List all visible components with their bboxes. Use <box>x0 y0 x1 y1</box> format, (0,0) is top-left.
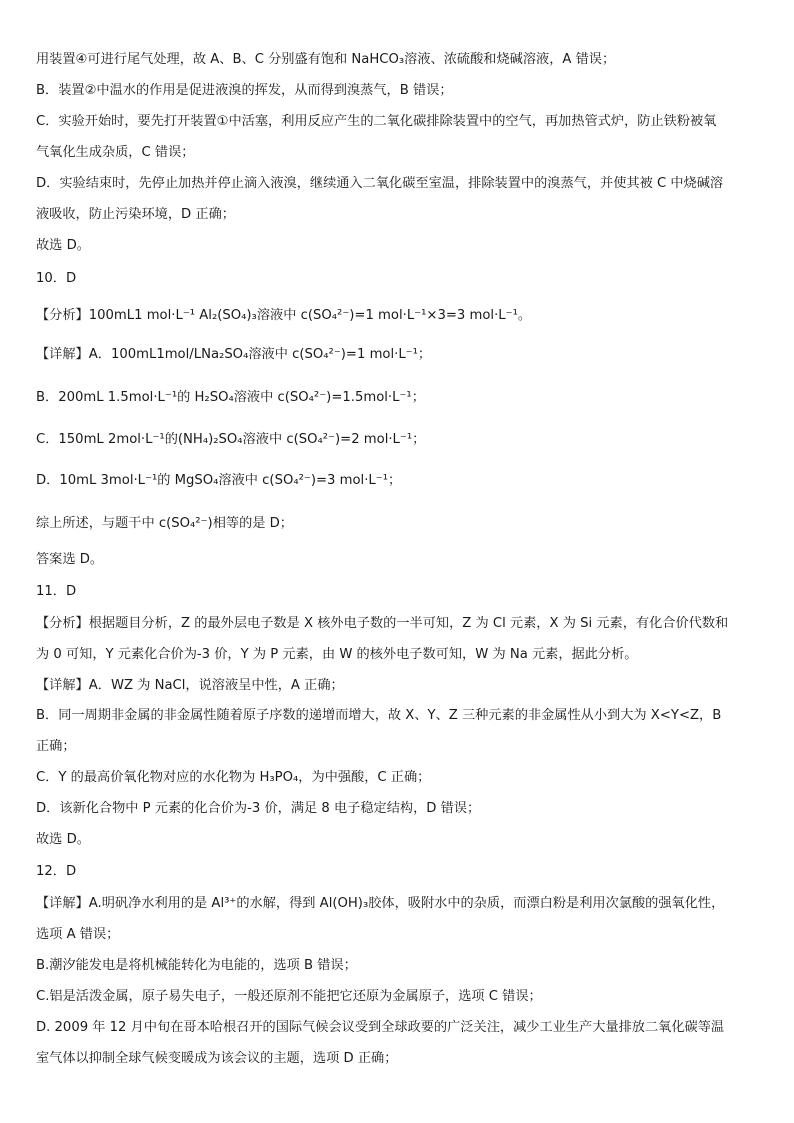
question-number: 10．D <box>36 271 77 286</box>
text-line: C．Y 的最高价氧化物对应的水化物为 H₃PO₄，为中强酸，C 正确； <box>36 770 431 785</box>
option-c-line: C．150mL 2mol·L⁻¹的(NH₄)₂SO₄溶液中 c(SO₄²⁻)=2 mol·L⁻¹； <box>36 432 426 447</box>
analysis-line: 【分析】根据题目分析，Z 的最外层电子数是 X 核外电子数的一半可知，Z 为 Cl 元素，X 为 Si 元素，有化合价代数和 <box>36 616 729 631</box>
text-line: 故选 D。 <box>36 832 90 847</box>
answer-line: 答案选 D。 <box>36 552 104 567</box>
text-line: 液吸收，防止污染环境，D 正确； <box>36 207 235 222</box>
summary-line: 综上所述，与题干中 c(SO₄²⁻)相等的是 D； <box>36 516 293 531</box>
text-line: B．装置②中温水的作用是促进液溴的挥发，从而得到溴蒸气，B 错误； <box>36 83 453 98</box>
detail-line: 【详解】A.明矾净水利用的是 Al³⁺的水解，得到 Al(OH)₃胶体，吸附水中的杂质，而漂白粉是利用次氯酸的强氧化性， <box>36 896 725 911</box>
text-line: D．实验结束时，先停止加热并停止滴入液溴，继续通入二氧化碳至室温，排除装置中的溴蒸气，并使其被 C 中烧碱溶 <box>36 176 724 191</box>
text-line: B.潮汐能发电是将机械能转化为电能的，选项 B 错误； <box>36 958 357 973</box>
text-line: 为 0 可知，Y 元素化合价为-3 价，Y 为 P 元素，由 W 的核外电子数可知，W 为 Na 元素，据此分析。 <box>36 647 638 662</box>
option-d-line: D．10mL 3mol·L⁻¹的 MgSO₄溶液中 c(SO₄²⁻)=3 mol·L⁻¹； <box>36 473 402 488</box>
question-number: 12．D <box>36 864 77 879</box>
text-line: D. 2009 年 12 月中旬在哥本哈根召开的国际气候会议受到全球政要的广泛关注，减少工业生产大量排放二氧化碳等温 <box>36 1020 725 1035</box>
text-line: 正确； <box>36 739 76 754</box>
analysis-line: 【分析】100mL1 mol·L⁻¹ Al₂(SO₄)₃溶液中 c(SO₄²⁻)=1 mol·L⁻¹×3=3 mol·L⁻¹。 <box>36 308 532 323</box>
text-line: B．同一周期非金属的非金属性随着原子序数的递增而增大，故 X、Y、Z 三种元素的非金属性从小到大为 X<Y<Z，B <box>36 708 722 723</box>
question-number: 11．D <box>36 584 77 599</box>
text-line: C.铝是活泼金属，原子易失电子，一般还原剂不能把它还原为金属原子，选项 C 错误； <box>36 989 542 1004</box>
detail-line: 【详解】A．WZ 为 NaCl，说溶液呈中性，A 正确； <box>36 678 344 693</box>
detail-line: 【详解】A．100mL1mol/LNa₂SO₄溶液中 c(SO₄²⁻)=1 mol·L⁻¹； <box>36 347 432 362</box>
text-line: 气氧化生成杂质，C 错误； <box>36 145 195 160</box>
text-line: 选项 A 错误； <box>36 927 120 942</box>
option-b-line: B．200mL 1.5mol·L⁻¹的 H₂SO₄溶液中 c(SO₄²⁻)=1.5mol·L⁻¹； <box>36 390 425 405</box>
text-line: D．该新化合物中 P 元素的化合价为-3 价，满足 8 电子稳定结构，D 错误； <box>36 801 481 816</box>
text-line: 室气体以抑制全球气候变暖成为该会议的主题，选项 D 正确； <box>36 1051 398 1066</box>
text-line: 故选 D。 <box>36 238 90 253</box>
text-line: 用装置④可进行尾气处理，故 A、B、C 分别盛有饱和 NaHCO₃溶液、浓硫酸和烧碱溶液，A 错误； <box>36 52 616 67</box>
text-line: C．实验开始时，要先打开装置①中活塞，利用反应产生的二氧化碳排除装置中的空气，再加热管式炉，防止铁粉被氧 <box>36 114 717 129</box>
